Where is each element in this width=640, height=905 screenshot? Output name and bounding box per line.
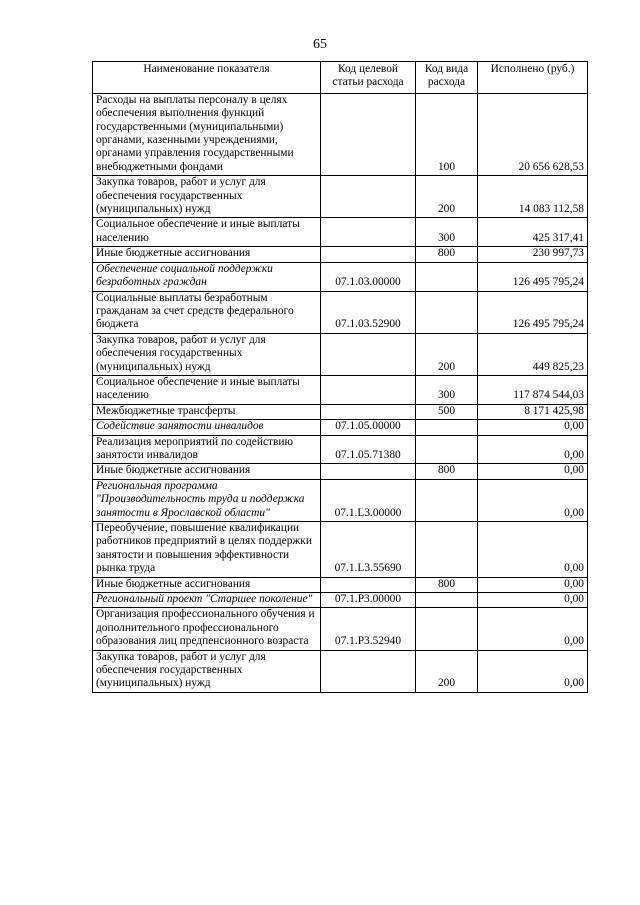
row-name: Социальное обеспечение и иные выплаты населению: [93, 218, 321, 247]
row-amount: 126 495 795,24: [478, 291, 588, 333]
row-amount: 0,00: [478, 420, 588, 435]
row-type-code: [416, 479, 478, 521]
row-amount: 449 825,23: [478, 333, 588, 375]
row-name: Региональный проект "Старшее поколение": [93, 593, 321, 608]
row-type-code: 800: [416, 247, 478, 262]
header-name: Наименование показателя: [93, 62, 321, 94]
table-row: [93, 577, 588, 592]
table-row: [93, 176, 588, 218]
row-name: Социальные выплаты безработным гражданам за счет средств федерального бюджета: [93, 291, 321, 333]
row-name: Реализация мероприятий по содействию занятости инвалидов: [93, 435, 321, 464]
table-row: [93, 291, 588, 333]
row-target-code: 07.1.03.00000: [321, 262, 416, 291]
row-type-code: 200: [416, 176, 478, 218]
table-row: [93, 650, 588, 692]
row-amount: 0,00: [478, 522, 588, 578]
row-name: Закупка товаров, работ и услуг для обеспечения государственных (муниципальных) нужд: [93, 333, 321, 375]
row-name: Содействие занятости инвалидов: [93, 420, 321, 435]
table-row: [93, 522, 588, 578]
row-amount: 14 083 112,58: [478, 176, 588, 218]
row-name: Региональная программа "Производительность труда и поддержка занятости в Ярославской области": [93, 479, 321, 521]
table-row: [93, 435, 588, 464]
header-target-code: Код целевой статьи расхода: [321, 62, 416, 94]
row-target-code: [321, 176, 416, 218]
row-target-code: [321, 577, 416, 592]
row-type-code: 200: [416, 650, 478, 692]
row-amount: 0,00: [478, 593, 588, 608]
table-row: [93, 404, 588, 419]
table-row: [93, 262, 588, 291]
row-name: Закупка товаров, работ и услуг для обеспечения государственных (муниципальных) нужд: [93, 176, 321, 218]
row-target-code: [321, 218, 416, 247]
row-name: Иные бюджетные ассигнования: [93, 464, 321, 479]
row-name: Социальное обеспечение и иные выплаты населению: [93, 375, 321, 404]
row-amount: 117 874 544,03: [478, 375, 588, 404]
row-type-code: [416, 262, 478, 291]
row-type-code: [416, 608, 478, 650]
table-row: [93, 479, 588, 521]
header-executed: Исполнено (руб.): [478, 62, 588, 94]
budget-table: [92, 61, 588, 693]
row-name: Организация профессионального обучения и дополнительного профессионального образования лиц предпенсионного возраста: [93, 608, 321, 650]
table-header-row: [93, 62, 588, 94]
row-name: Иные бюджетные ассигнования: [93, 247, 321, 262]
row-amount: 0,00: [478, 577, 588, 592]
table-row: [93, 333, 588, 375]
row-type-code: [416, 593, 478, 608]
row-type-code: 100: [416, 93, 478, 175]
row-target-code: 07.1.P3.00000: [321, 593, 416, 608]
row-type-code: 800: [416, 464, 478, 479]
table-row: [93, 218, 588, 247]
table-row: [93, 608, 588, 650]
table-row: [93, 464, 588, 479]
row-target-code: [321, 247, 416, 262]
row-amount: 8 171 425,98: [478, 404, 588, 419]
row-amount: 425 317,41: [478, 218, 588, 247]
row-type-code: [416, 522, 478, 578]
row-amount: 0,00: [478, 608, 588, 650]
row-target-code: 07.1.05.00000: [321, 420, 416, 435]
row-target-code: [321, 650, 416, 692]
row-type-code: 500: [416, 404, 478, 419]
row-amount: 20 656 628,53: [478, 93, 588, 175]
row-type-code: 800: [416, 577, 478, 592]
row-name: Расходы на выплаты персоналу в целях обеспечения выполнения функций государственными (муниципальными) органами, казенными учреждениями, органами управления государственными внебюджетными фондами: [93, 93, 321, 175]
row-target-code: [321, 93, 416, 175]
row-amount: 230 997,73: [478, 247, 588, 262]
row-type-code: 200: [416, 333, 478, 375]
row-type-code: 300: [416, 218, 478, 247]
table-row: [93, 593, 588, 608]
header-type-code: Код вида расхода: [416, 62, 478, 94]
row-name: Закупка товаров, работ и услуг для обеспечения государственных (муниципальных) нужд: [93, 650, 321, 692]
row-amount: 0,00: [478, 464, 588, 479]
row-name: Переобучение, повышение квалификации работников предприятий в целях поддержки занятости и повышения эффективности рынка труда: [93, 522, 321, 578]
row-amount: 0,00: [478, 650, 588, 692]
row-name: Иные бюджетные ассигнования: [93, 577, 321, 592]
table-row: [93, 93, 588, 175]
row-name: Обеспечение социальной поддержки безработных граждан: [93, 262, 321, 291]
row-type-code: [416, 291, 478, 333]
row-type-code: 300: [416, 375, 478, 404]
row-amount: 0,00: [478, 435, 588, 464]
row-type-code: [416, 420, 478, 435]
row-amount: 0,00: [478, 479, 588, 521]
row-target-code: [321, 404, 416, 419]
row-target-code: [321, 375, 416, 404]
table-row: [93, 247, 588, 262]
row-amount: 126 495 795,24: [478, 262, 588, 291]
table-row: [93, 420, 588, 435]
row-target-code: [321, 333, 416, 375]
page-number: 65: [313, 37, 327, 52]
row-target-code: 07.1.L3.55690: [321, 522, 416, 578]
row-target-code: 07.1.L3.00000: [321, 479, 416, 521]
row-target-code: 07.1.P3.52940: [321, 608, 416, 650]
row-target-code: 07.1.03.52900: [321, 291, 416, 333]
table-row: [93, 375, 588, 404]
row-name: Межбюджетные трансферты: [93, 404, 321, 419]
row-target-code: 07.1.05.71380: [321, 435, 416, 464]
row-target-code: [321, 464, 416, 479]
table-body: [93, 93, 588, 692]
row-type-code: [416, 435, 478, 464]
